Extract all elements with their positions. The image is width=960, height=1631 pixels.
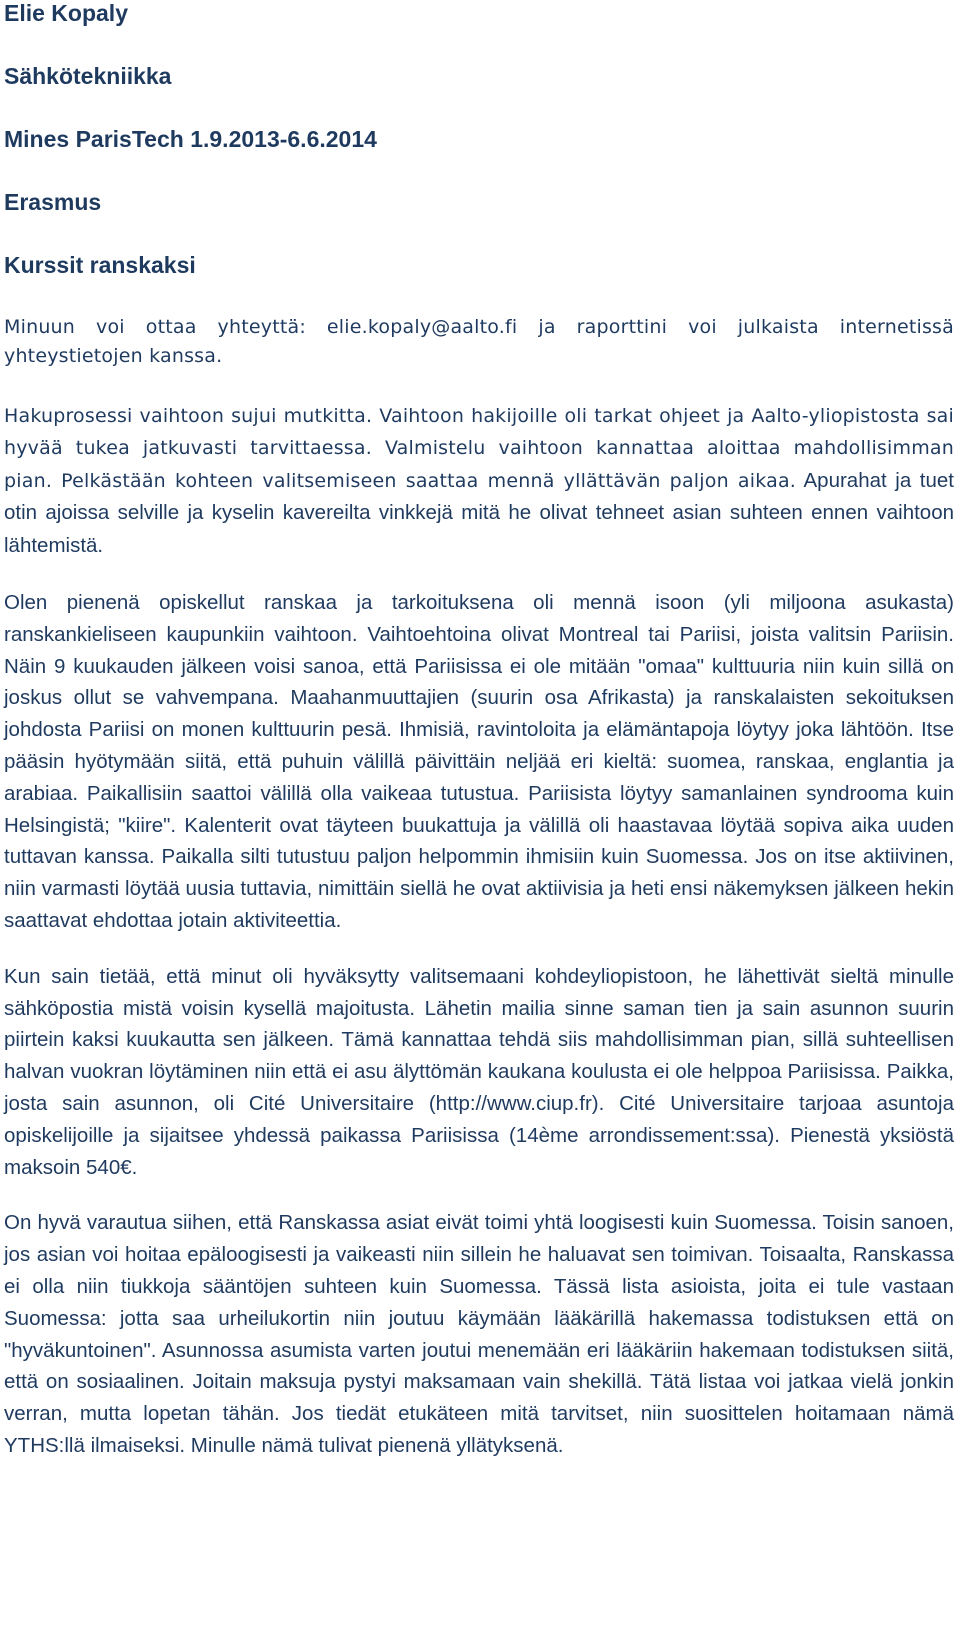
- housing-paragraph: Kun sain tietää, että minut oli hyväksytty valitsemaani kohdeyliopistoon, he lähettivät sieltä minulle sähköpostia mistä voisin kysellä majoitusta. Lähetin mailia sinne saman tien ja sain asunnon suurin piirtein kaksi kuukautta sen jälkeen. Tämä kannattaa tehdä siis mahdollisimman pian, sillä suhteellisen halvan vuokran löytäminen niin että ei asu älyttömän kaukana koulusta ei ole helppoa Pariisissa. Paikka, josta sain asunnon, oli Cité Universitaire (http://www.ciup.fr). Cité Universitaire tarjoaa asuntoja opiskelijoille ja sijaitsee yhdessä paikassa Pariisissa (14ème arrondissement:ssa). Pienestä yksiöstä maksoin 540€.: [4, 964, 954, 1179]
- application-text-a: Hakuprosessi vaihtoon sujui mutkitta. Vaihtoon hakijoille oli tarkat ohjeet ja Aalto-yliopistosta sai hyvää tukea jatkuvasti tarvittaessa. Valmistelu vaihtoon kannattaa aloittaa mahdollisimman pian. Pelkästään kohteen valitsemiseen saattaa mennä yllättävän paljon aikaa.: [4, 405, 954, 492]
- contact-paragraph: Minuun voi ottaa yhteyttä: elie.kopaly@aalto.fi ja raporttini voi julkaista internetissä yhteystietojen kanssa.: [4, 316, 954, 367]
- host-school-dates: Mines ParisTech 1.9.2013-6.6.2014: [4, 126, 377, 152]
- course-language: Kurssit ranskaksi: [4, 252, 196, 278]
- bureaucracy-paragraph: On hyvä varautua siihen, että Ranskassa asiat eivät toimi yhtä loogisesti kuin Suomessa. Toisin sanoen, jos asian voi hoitaa epäloogisesti ja vaikeasti niin sillein he haluavat sen toimivan. Toisaalta, Ranskassa ei olla niin tiukkoja sääntöjen suhteen kuin Suomessa. Tässä lista asioista, joita ei tule vastaan Suomessa: jotta saa urheilukortin niin joutuu käymään lääkärillä hakemassa todistuksen että on "hyväkuntoinen". Asunnossa asumista varten joutui menemään eri lääkäriin hakemaan todistuksen siitä, että on sosiaalinen. Joitain maksuja pystyi maksamaan vain shekillä. Tätä listaa voi jatkaa vielä jonkin verran, mutta lopetan tähän. Jos tiedät etukäteen mitä tarvitset, niin suosittelen hoitamaan nämä YTHS:llä ilmaiseksi. Minulle nämä tulivat pienenä yllätyksenä.: [4, 1211, 954, 1457]
- application-paragraph: [4, 401, 954, 563]
- paris-paragraph: Olen pienenä opiskellut ranskaa ja tarkoituksena oli mennä isoon (yli miljoona asukasta) ranskankieliseen kaupunkiin vaihtoon. Vaihtoehtoina olivat Montreal tai Pariisi, joista valitsin Pariisin. Näin 9 kuukauden jälkeen voisi sanoa, että Pariisissa ei ole mitään "omaa" kulttuuria niin kuin sillä on joskus ollut se vahvempana. Maahanmuuttajien (suurin osa Afrikasta) ja ranskalaisten sekoituksen johdosta Pariisi on monen kulttuurin pesä. Ihmisiä, ravintoloita ja elämäntapoja löytyy joka lähtöön. Itse pääsin hyötymään siitä, että puhuin välillä päivittäin neljää eri kieltä: suomea, ranskaa, englantia ja arabiaa. Paikallisiin saattoi välillä olla vaikeaa tutustua. Pariisista löytyy samanlainen syndrooma kuin Helsingistä; "kiire". Kalenterit ovat täyteen buukattuja ja välillä oli haastavaa löytää sopiva aika uuden tuttavan kanssa. Paikalla silti tutustuu paljon helpommin ihmisiin kuin Suomessa. Jos on itse aktiivinen, niin varmasti löytää uusia tuttavia, nimittäin siellä he ovat aktiivisia ja heti ensi näkemyksen jälkeen hekin saattavat ehdottaa jotain aktiviteettia.: [4, 590, 954, 932]
- author-name: Elie Kopaly: [4, 0, 128, 26]
- application-text-b: Apurahat ja tuet otin ajoissa selville ja kyselin kavereilta vinkkejä mitä he olivat tehneet asian suhteen ennen vaihtoon lähtemistä.: [4, 468, 955, 558]
- field-of-study: Sähkötekniikka: [4, 63, 172, 89]
- exchange-program: Erasmus: [4, 189, 102, 215]
